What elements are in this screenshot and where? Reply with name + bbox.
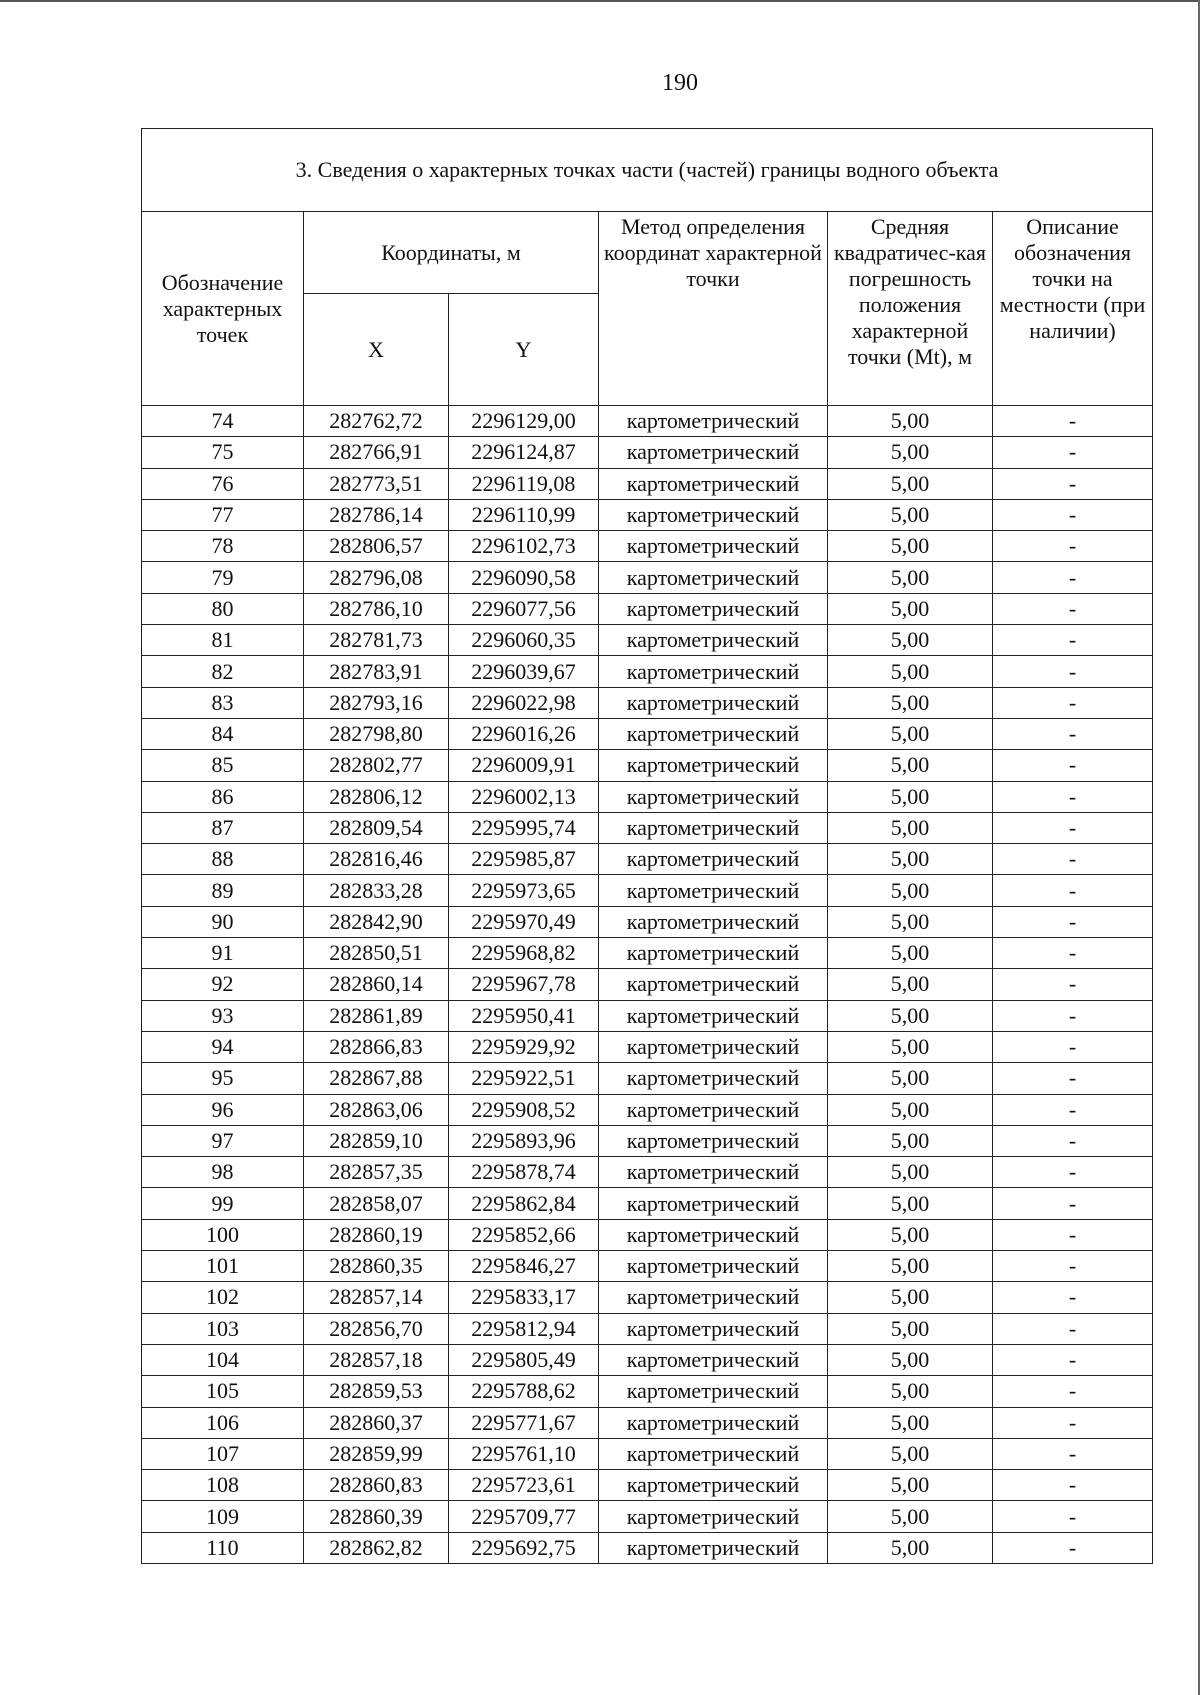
cell-description: -	[993, 1000, 1153, 1031]
cell-coord-x: 282806,12	[304, 781, 449, 812]
table-row	[142, 812, 1153, 843]
cell-point-number: 99	[142, 1188, 304, 1219]
cell-mean-error: 5,00	[828, 1251, 993, 1282]
cell-coord-x: 282783,91	[304, 656, 449, 687]
table-row	[142, 1282, 1153, 1313]
cell-point-number: 98	[142, 1157, 304, 1188]
cell-point-number: 85	[142, 750, 304, 781]
cell-method: картометрический	[599, 1313, 828, 1344]
cell-coord-x: 282833,28	[304, 875, 449, 906]
cell-method: картометрический	[599, 844, 828, 875]
cell-description: -	[993, 1407, 1153, 1438]
cell-mean-error: 5,00	[828, 562, 993, 593]
cell-method: картометрический	[599, 1251, 828, 1282]
header-description: Описание обозначения точки на местности (при наличии)	[993, 212, 1153, 406]
cell-point-number: 81	[142, 625, 304, 656]
cell-method: картометрический	[599, 1376, 828, 1407]
cell-point-number: 76	[142, 468, 304, 499]
cell-coord-x: 282857,18	[304, 1344, 449, 1375]
cell-description: -	[993, 531, 1153, 562]
cell-coord-x: 282802,77	[304, 750, 449, 781]
table-row	[142, 1313, 1153, 1344]
cell-description: -	[993, 1313, 1153, 1344]
cell-coord-y: 2295950,41	[449, 1000, 599, 1031]
table-row	[142, 531, 1153, 562]
cell-mean-error: 5,00	[828, 499, 993, 530]
cell-point-number: 92	[142, 969, 304, 1000]
cell-method: картометрический	[599, 1532, 828, 1563]
cell-coord-x: 282766,91	[304, 437, 449, 468]
cell-coord-y: 2296002,13	[449, 781, 599, 812]
cell-description: -	[993, 844, 1153, 875]
cell-point-number: 82	[142, 656, 304, 687]
cell-point-number: 105	[142, 1376, 304, 1407]
cell-mean-error: 5,00	[828, 906, 993, 937]
cell-coord-y: 2296022,98	[449, 687, 599, 718]
cell-description: -	[993, 406, 1153, 437]
cell-coord-y: 2295995,74	[449, 812, 599, 843]
cell-method: картометрический	[599, 875, 828, 906]
cell-point-number: 107	[142, 1438, 304, 1469]
cell-method: картометрический	[599, 687, 828, 718]
table-row	[142, 437, 1153, 468]
cell-point-number: 89	[142, 875, 304, 906]
table-row	[142, 1219, 1153, 1250]
cell-coord-y: 2295852,66	[449, 1219, 599, 1250]
cell-mean-error: 5,00	[828, 1501, 993, 1532]
cell-description: -	[993, 938, 1153, 969]
cell-point-number: 90	[142, 906, 304, 937]
cell-coord-x: 282856,70	[304, 1313, 449, 1344]
cell-method: картометрический	[599, 1031, 828, 1062]
cell-mean-error: 5,00	[828, 1125, 993, 1156]
cell-mean-error: 5,00	[828, 1000, 993, 1031]
cell-point-number: 110	[142, 1532, 304, 1563]
cell-method: картометрический	[599, 1063, 828, 1094]
cell-mean-error: 5,00	[828, 875, 993, 906]
cell-mean-error: 5,00	[828, 1407, 993, 1438]
cell-method: картометрический	[599, 1157, 828, 1188]
cell-point-number: 104	[142, 1344, 304, 1375]
cell-method: картометрический	[599, 1000, 828, 1031]
cell-point-number: 91	[142, 938, 304, 969]
cell-coord-x: 282860,14	[304, 969, 449, 1000]
boundary-points-table	[141, 128, 1153, 1564]
cell-coord-y: 2296060,35	[449, 625, 599, 656]
table-row	[142, 593, 1153, 624]
cell-mean-error: 5,00	[828, 625, 993, 656]
cell-mean-error: 5,00	[828, 687, 993, 718]
table-row	[142, 1125, 1153, 1156]
cell-point-number: 86	[142, 781, 304, 812]
cell-mean-error: 5,00	[828, 1376, 993, 1407]
cell-method: картометрический	[599, 812, 828, 843]
cell-coord-y: 2295846,27	[449, 1251, 599, 1282]
table-row	[142, 718, 1153, 749]
cell-method: картометрический	[599, 938, 828, 969]
cell-method: картометрический	[599, 406, 828, 437]
cell-description: -	[993, 656, 1153, 687]
cell-point-number: 74	[142, 406, 304, 437]
cell-description: -	[993, 875, 1153, 906]
cell-coord-y: 2295908,52	[449, 1094, 599, 1125]
cell-coord-y: 2296124,87	[449, 437, 599, 468]
cell-coord-y: 2295893,96	[449, 1125, 599, 1156]
cell-description: -	[993, 625, 1153, 656]
cell-description: -	[993, 1063, 1153, 1094]
table-row	[142, 781, 1153, 812]
cell-coord-x: 282860,19	[304, 1219, 449, 1250]
cell-method: картометрический	[599, 1219, 828, 1250]
cell-coord-y: 2296009,91	[449, 750, 599, 781]
cell-coord-x: 282809,54	[304, 812, 449, 843]
cell-coord-y: 2296119,08	[449, 468, 599, 499]
cell-coord-x: 282793,16	[304, 687, 449, 718]
cell-mean-error: 5,00	[828, 437, 993, 468]
cell-coord-y: 2295929,92	[449, 1031, 599, 1062]
cell-description: -	[993, 499, 1153, 530]
table-row	[142, 1094, 1153, 1125]
cell-description: -	[993, 718, 1153, 749]
cell-description: -	[993, 1470, 1153, 1501]
table-row	[142, 499, 1153, 530]
page-number: 190	[662, 70, 698, 96]
cell-coord-x: 282857,35	[304, 1157, 449, 1188]
cell-point-number: 75	[142, 437, 304, 468]
table-row	[142, 969, 1153, 1000]
cell-point-number: 97	[142, 1125, 304, 1156]
cell-point-number: 80	[142, 593, 304, 624]
cell-coord-x: 282850,51	[304, 938, 449, 969]
cell-description: -	[993, 750, 1153, 781]
cell-coord-y: 2296102,73	[449, 531, 599, 562]
cell-mean-error: 5,00	[828, 1157, 993, 1188]
cell-point-number: 108	[142, 1470, 304, 1501]
table-row	[142, 562, 1153, 593]
cell-description: -	[993, 969, 1153, 1000]
cell-description: -	[993, 1125, 1153, 1156]
cell-coord-x: 282863,06	[304, 1094, 449, 1125]
cell-coord-x: 282860,35	[304, 1251, 449, 1282]
cell-coord-x: 282781,73	[304, 625, 449, 656]
cell-coord-y: 2296016,26	[449, 718, 599, 749]
cell-coord-y: 2295812,94	[449, 1313, 599, 1344]
cell-mean-error: 5,00	[828, 938, 993, 969]
cell-point-number: 94	[142, 1031, 304, 1062]
cell-description: -	[993, 1094, 1153, 1125]
cell-mean-error: 5,00	[828, 656, 993, 687]
cell-mean-error: 5,00	[828, 812, 993, 843]
cell-method: картометрический	[599, 969, 828, 1000]
table-row	[142, 1000, 1153, 1031]
cell-mean-error: 5,00	[828, 1470, 993, 1501]
cell-description: -	[993, 1282, 1153, 1313]
cell-description: -	[993, 1532, 1153, 1563]
cell-coord-y: 2295692,75	[449, 1532, 599, 1563]
cell-description: -	[993, 1438, 1153, 1469]
header-mean-error: Средняя квадратичес-кая погрешность положения характерной точки (Mt), м	[828, 212, 993, 406]
cell-coord-y: 2295922,51	[449, 1063, 599, 1094]
table-row	[142, 1470, 1153, 1501]
cell-method: картометрический	[599, 656, 828, 687]
cell-method: картометрический	[599, 1438, 828, 1469]
cell-coord-x: 282862,82	[304, 1532, 449, 1563]
header-point-designation: Обозначение характерных точек	[142, 212, 304, 406]
cell-point-number: 84	[142, 718, 304, 749]
cell-mean-error: 5,00	[828, 1219, 993, 1250]
cell-description: -	[993, 906, 1153, 937]
cell-mean-error: 5,00	[828, 1282, 993, 1313]
cell-coord-y: 2295771,67	[449, 1407, 599, 1438]
table-row	[142, 1501, 1153, 1532]
cell-point-number: 101	[142, 1251, 304, 1282]
cell-method: картометрический	[599, 499, 828, 530]
table-row	[142, 656, 1153, 687]
cell-description: -	[993, 1219, 1153, 1250]
cell-coord-y: 2295833,17	[449, 1282, 599, 1313]
cell-mean-error: 5,00	[828, 1188, 993, 1219]
table-body	[142, 406, 1153, 1564]
cell-coord-x: 282762,72	[304, 406, 449, 437]
header-x: X	[304, 294, 449, 406]
cell-mean-error: 5,00	[828, 1063, 993, 1094]
table-row	[142, 906, 1153, 937]
cell-point-number: 93	[142, 1000, 304, 1031]
table-row	[142, 687, 1153, 718]
table-row	[142, 1188, 1153, 1219]
cell-description: -	[993, 1157, 1153, 1188]
cell-coord-y: 2296039,67	[449, 656, 599, 687]
cell-point-number: 79	[142, 562, 304, 593]
cell-description: -	[993, 1251, 1153, 1282]
table-row	[142, 1532, 1153, 1563]
cell-mean-error: 5,00	[828, 468, 993, 499]
cell-mean-error: 5,00	[828, 718, 993, 749]
cell-method: картометрический	[599, 1125, 828, 1156]
cell-coord-y: 2295968,82	[449, 938, 599, 969]
cell-method: картометрический	[599, 1470, 828, 1501]
cell-coord-x: 282796,08	[304, 562, 449, 593]
cell-coord-y: 2295973,65	[449, 875, 599, 906]
header-coordinates: Координаты, м	[304, 212, 599, 294]
table-row	[142, 875, 1153, 906]
cell-method: картометрический	[599, 718, 828, 749]
cell-mean-error: 5,00	[828, 781, 993, 812]
table-row	[142, 1063, 1153, 1094]
cell-description: -	[993, 437, 1153, 468]
cell-method: картометрический	[599, 437, 828, 468]
table-row	[142, 625, 1153, 656]
cell-coord-y: 2295761,10	[449, 1438, 599, 1469]
cell-description: -	[993, 1344, 1153, 1375]
table-row	[142, 1438, 1153, 1469]
table-row	[142, 1157, 1153, 1188]
cell-description: -	[993, 687, 1153, 718]
cell-coord-y: 2295967,78	[449, 969, 599, 1000]
cell-method: картометрический	[599, 906, 828, 937]
cell-method: картометрический	[599, 1188, 828, 1219]
header-method: Метод определения координат характерной точки	[599, 212, 828, 406]
cell-mean-error: 5,00	[828, 1031, 993, 1062]
cell-coord-x: 282842,90	[304, 906, 449, 937]
cell-mean-error: 5,00	[828, 1532, 993, 1563]
cell-coord-y: 2295709,77	[449, 1501, 599, 1532]
cell-coord-y: 2295970,49	[449, 906, 599, 937]
cell-coord-y: 2296077,56	[449, 593, 599, 624]
cell-method: картометрический	[599, 562, 828, 593]
cell-description: -	[993, 1188, 1153, 1219]
cell-coord-y: 2296110,99	[449, 499, 599, 530]
cell-mean-error: 5,00	[828, 844, 993, 875]
table-row	[142, 1376, 1153, 1407]
table-row	[142, 750, 1153, 781]
cell-coord-x: 282816,46	[304, 844, 449, 875]
cell-mean-error: 5,00	[828, 593, 993, 624]
cell-method: картометрический	[599, 468, 828, 499]
cell-description: -	[993, 468, 1153, 499]
cell-description: -	[993, 1501, 1153, 1532]
cell-point-number: 78	[142, 531, 304, 562]
cell-point-number: 109	[142, 1501, 304, 1532]
cell-method: картометрический	[599, 531, 828, 562]
cell-description: -	[993, 781, 1153, 812]
cell-method: картометрический	[599, 593, 828, 624]
page-edge-top	[0, 0, 1200, 2]
cell-method: картометрический	[599, 1501, 828, 1532]
cell-coord-y: 2295862,84	[449, 1188, 599, 1219]
cell-point-number: 96	[142, 1094, 304, 1125]
cell-coord-y: 2295985,87	[449, 844, 599, 875]
cell-description: -	[993, 812, 1153, 843]
cell-mean-error: 5,00	[828, 406, 993, 437]
cell-mean-error: 5,00	[828, 531, 993, 562]
cell-point-number: 95	[142, 1063, 304, 1094]
cell-point-number: 77	[142, 499, 304, 530]
cell-coord-y: 2296090,58	[449, 562, 599, 593]
cell-mean-error: 5,00	[828, 1313, 993, 1344]
header-y: Y	[449, 294, 599, 406]
cell-coord-x: 282859,10	[304, 1125, 449, 1156]
cell-method: картометрический	[599, 1094, 828, 1125]
cell-coord-x: 282857,14	[304, 1282, 449, 1313]
cell-mean-error: 5,00	[828, 969, 993, 1000]
section-title: 3. Сведения о характерных точках части (частей) границы водного объекта	[142, 129, 1153, 212]
cell-coord-y: 2295723,61	[449, 1470, 599, 1501]
cell-coord-y: 2295878,74	[449, 1157, 599, 1188]
cell-method: картометрический	[599, 625, 828, 656]
cell-coord-x: 282860,37	[304, 1407, 449, 1438]
table-row	[142, 1251, 1153, 1282]
cell-point-number: 87	[142, 812, 304, 843]
cell-coord-x: 282859,53	[304, 1376, 449, 1407]
cell-point-number: 83	[142, 687, 304, 718]
cell-method: картометрический	[599, 750, 828, 781]
table-row	[142, 406, 1153, 437]
cell-coord-x: 282798,80	[304, 718, 449, 749]
cell-method: картометрический	[599, 1282, 828, 1313]
cell-point-number: 100	[142, 1219, 304, 1250]
table-row	[142, 1344, 1153, 1375]
cell-description: -	[993, 562, 1153, 593]
cell-coord-x: 282858,07	[304, 1188, 449, 1219]
cell-coord-x: 282786,14	[304, 499, 449, 530]
cell-coord-x: 282773,51	[304, 468, 449, 499]
table-row	[142, 1031, 1153, 1062]
cell-coord-x: 282867,88	[304, 1063, 449, 1094]
cell-mean-error: 5,00	[828, 750, 993, 781]
cell-method: картометрический	[599, 781, 828, 812]
table-row	[142, 1407, 1153, 1438]
table-row	[142, 938, 1153, 969]
cell-description: -	[993, 593, 1153, 624]
cell-description: -	[993, 1376, 1153, 1407]
cell-method: картометрический	[599, 1407, 828, 1438]
cell-method: картометрический	[599, 1344, 828, 1375]
cell-coord-x: 282859,99	[304, 1438, 449, 1469]
cell-coord-x: 282860,83	[304, 1470, 449, 1501]
cell-description: -	[993, 1031, 1153, 1062]
cell-coord-y: 2296129,00	[449, 406, 599, 437]
cell-coord-x: 282866,83	[304, 1031, 449, 1062]
table-row	[142, 468, 1153, 499]
cell-point-number: 103	[142, 1313, 304, 1344]
cell-coord-y: 2295805,49	[449, 1344, 599, 1375]
cell-point-number: 106	[142, 1407, 304, 1438]
cell-mean-error: 5,00	[828, 1094, 993, 1125]
cell-mean-error: 5,00	[828, 1344, 993, 1375]
cell-mean-error: 5,00	[828, 1438, 993, 1469]
cell-coord-x: 282860,39	[304, 1501, 449, 1532]
cell-coord-x: 282806,57	[304, 531, 449, 562]
cell-point-number: 88	[142, 844, 304, 875]
cell-coord-x: 282786,10	[304, 593, 449, 624]
table-row	[142, 844, 1153, 875]
cell-coord-y: 2295788,62	[449, 1376, 599, 1407]
cell-point-number: 102	[142, 1282, 304, 1313]
cell-coord-x: 282861,89	[304, 1000, 449, 1031]
